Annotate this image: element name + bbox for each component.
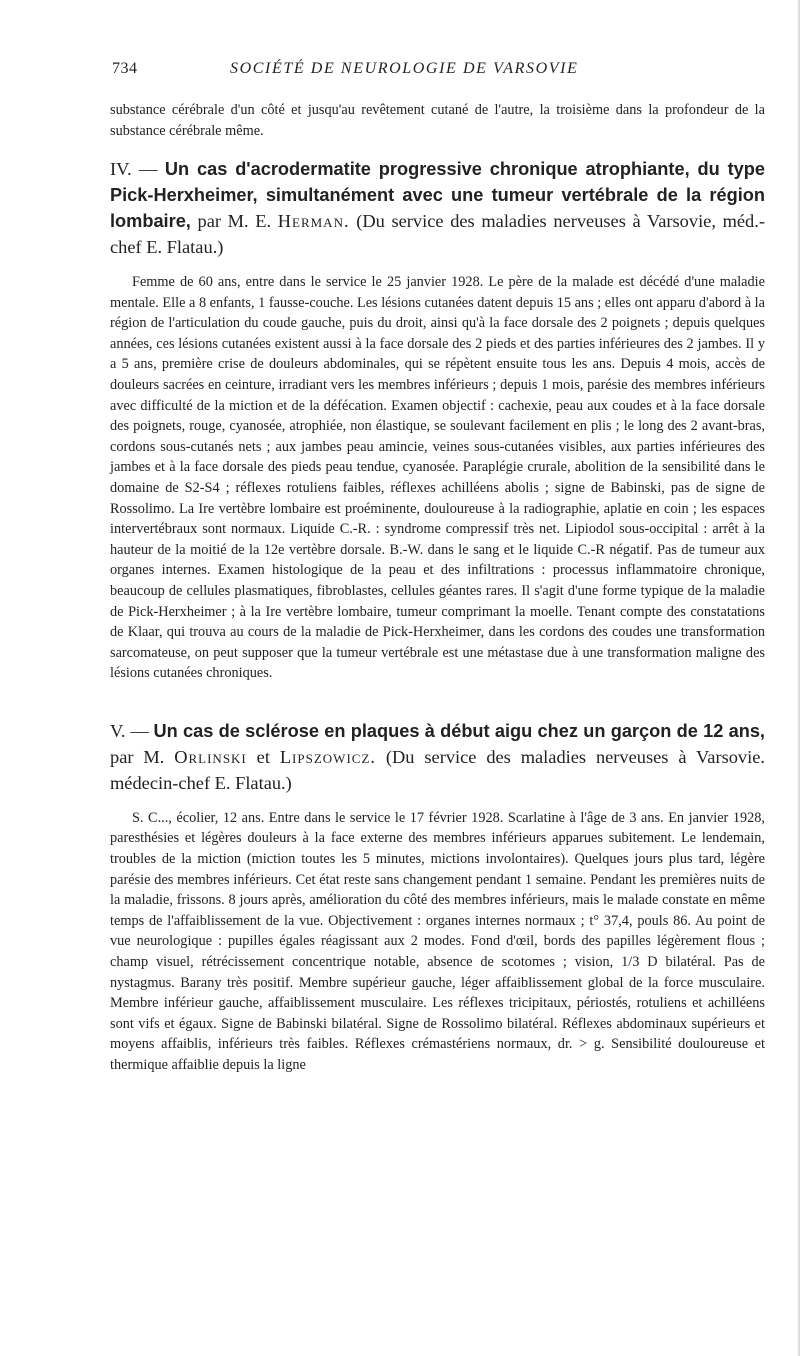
text-column xyxy=(110,100,765,1076)
section-heading-iv xyxy=(110,156,765,260)
service-note: (Du service des maladies nerveuses à Varsovie. médecin-chef E. Flatau.) xyxy=(110,746,765,793)
service-note: (Du service des maladies nerveuses à Varsovie, méd.-chef E. Flatau.) xyxy=(110,211,765,257)
page-number: 734 xyxy=(112,60,138,77)
byline-prefix: par M. xyxy=(110,746,165,767)
byline-prefix: par M. E. xyxy=(197,211,272,231)
running-head: SOCIÉTÉ DE NEUROLOGIE DE VARSOVIE xyxy=(230,60,579,77)
page-header xyxy=(110,60,760,90)
author-name: Herman. xyxy=(277,211,350,231)
section-title: Un cas d'acrodermatite progressive chronique atrophiante, du type Pick-Herxheimer, simultanément avec une tumeur vertébrale de la région lombaire, xyxy=(110,159,765,231)
section-title: Un cas de sclérose en plaques à début aigu chez un garçon de 12 ans, xyxy=(153,720,765,741)
continued-paragraph: substance cérébrale d'un côté et jusqu'au revêtement cutané de l'autre, la troisième dans la profondeur de la substance cérébrale même. xyxy=(110,102,765,139)
section-heading-v xyxy=(110,718,765,796)
author-conjunction: et xyxy=(256,746,270,767)
case-report-v: S. C..., écolier, 12 ans. Entre dans le service le 17 février 1928. Scarlatine à l'âge de 3 ans. En janvier 1928, paresthésies et légères douleurs à la face externe des membres inférieurs apparues subitement. Le lendemain, troubles de la miction (miction toutes les 5 minutes, mictions involontaires). Quelques jours plus tard, légère parésie des membres inférieurs. Cet état reste sans changement pendant 1 semaine. Pendant les premières nuits de la maladie, frissons. 8 jours après, amélioration du côté des membres inférieurs, mais le malade constate en même temps de l'affaiblissement de la vue. Objectivement : organes internes normaux ; t° 37,4, pouls 86. Au point de vue neurologique : pupilles égales réagissant aux 2 modes. Fond d'œil, bords des papilles légèrement flous ; champ visuel, rétrécissement concentrique notable, absence de scotomes ; vision, 1/3 D bilatéral. Pas de nystagmus. Barany très positif. Membre supérieur gauche, léger affaiblissement global de la force musculaire. Membre inférieur gauche, affaiblissement musculaire. Les réflexes tricipitaux, périostés, rotuliens et achilléens sont vifs et égaux. Signe de Babinski bilatéral. Signe de Rossolimo bilatéral. Réflexes abdominaux supérieurs et moyens affaiblis, inférieurs très faibles. Réflexes crémastériens normaux, dr. > g. Sensibilité douloureuse et thermique affaiblie depuis la ligne xyxy=(110,809,765,1073)
section-number: IV. — xyxy=(110,159,158,179)
author-name: Lipszowicz. xyxy=(279,746,376,767)
case-report-iv: Femme de 60 ans, entre dans le service le 25 janvier 1928. Le père de la malade est décédé d'une maladie mentale. Elle a 8 enfants, 1 fausse-couche. Les lésions cutanées datent depuis 15 ans ; elles ont apparu d'abord à la région de l'articulation du coude gauche, puis du droit, ainsi qu'à la face dorsale des 2 poignets ; depuis quelques années, ces lésions cutanées existent aussi à la face dorsale des 2 pieds et des parties inférieures des 2 jambes. Il y a 5 ans, première crise de douleurs abdominales, qui se répètent ensuite tous les ans. Depuis 4 mois, accès de douleurs sacrées en ceinture, irradiant vers les membres inférieurs ; depuis 1 mois, parésie des membres inférieurs avec difficulté de la miction et de la défécation. Examen objectif : cachexie, peau aux coudes et à la face dorsale des poignets, rouge, cyanosée, atrophiée, non élastique, se soulevant facilement en plis ; le long des 2 avant-bras, cordons sous-cutanés nets ; aux jambes peau amincie, veines sous-cutanées visibles, aux parties inférieures des jambes et à la face dorsale des pieds peau tendue, cyanosée. Paraplégie crurale, abolition de la sensibilité dans le domaine de S2-S4 ; réflexes rotuliens faibles, réflexes achilléens abolis ; signe de Babinski, pas de signe de Rossolimo. La Ire vertèbre lombaire est proéminente, douloureuse à la radiographie, aplatie en coin ; les espaces intervertébraux sont normaux. Liquide C.-R. : syndrome compressif très net. Lipiodol sous-occipital : arrêt à la hauteur de la moitié de la 12e vertèbre dorsale. B.-W. dans le sang et le liquide C.-R négatif. Pas de tumeur aux organes internes. Examen histologique de la peau et des infiltrations : processus inflammatoire chronique, beaucoup de cellules plasmatiques, fibroblastes, cellules géantes rares. Il s'agit d'une forme typique de la maladie de Pick-Herxheimer ; à la Ire vertèbre lombaire, tumeur comprimant la moelle. Tenant compte des constatations de Klaar, qui trouva au cours de la maladie de Pick-Herxheimer, dans les cordons des coudes une transformation sarcomateuse, on peut supposer que la tumeur vertébrale est une métastase due à une transformation maligne des lésions cutanées chroniques. xyxy=(110,274,765,682)
section-number: V. — xyxy=(110,720,149,741)
author-name: Orlinski xyxy=(174,746,247,767)
